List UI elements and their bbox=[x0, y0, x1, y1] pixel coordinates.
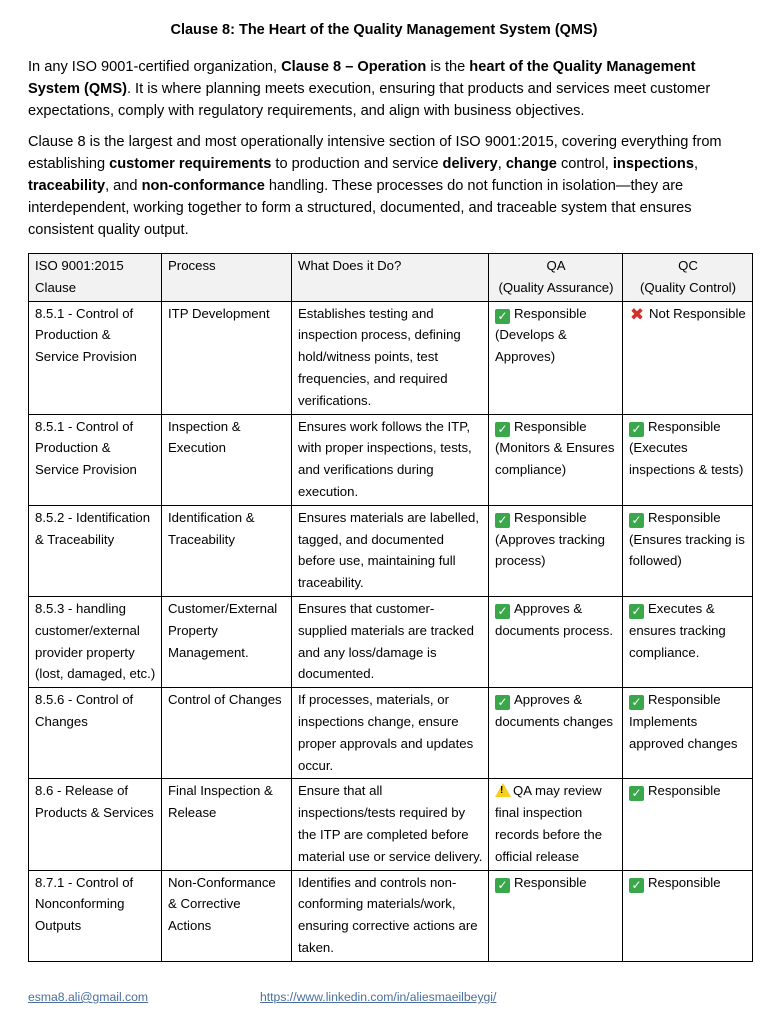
text-run: Clause 8 is the largest and most operationally intensive section of ISO 9001:2015, covering everything from establishing bbox=[28, 134, 722, 172]
cell-what: Ensure that all inspections/tests required by the ITP are completed before material use or service delivery. bbox=[292, 779, 489, 870]
cell-qc bbox=[623, 688, 753, 779]
header-qa-title: QA bbox=[546, 258, 566, 273]
cross-mark-icon: ✖ bbox=[629, 304, 645, 324]
cell-process: Inspection & Execution bbox=[162, 414, 292, 505]
table-row bbox=[29, 301, 753, 414]
cell-process: Non-Conformance & Corrective Actions bbox=[162, 870, 292, 961]
header-qc-subtitle: (Quality Control) bbox=[639, 279, 736, 295]
bold-run: inspections bbox=[612, 156, 694, 172]
intro-paragraph bbox=[28, 56, 744, 122]
table-row bbox=[29, 596, 753, 687]
cell-qa bbox=[489, 414, 623, 505]
cell-qc bbox=[623, 870, 753, 961]
cell-what: Ensures materials are labelled, tagged, and documented before use, maintaining full traceability. bbox=[292, 505, 489, 596]
cell-qa bbox=[489, 596, 623, 687]
check-mark-icon: ✓ bbox=[495, 695, 510, 710]
cell-process: Control of Changes bbox=[162, 688, 292, 779]
cell-qa bbox=[489, 870, 623, 961]
check-mark-icon: ✓ bbox=[629, 786, 644, 801]
cell-what: Ensures that customer-supplied materials are tracked and any loss/damage is documented. bbox=[292, 596, 489, 687]
email-link[interactable]: esma8.ali@gmail.com bbox=[28, 990, 149, 1004]
responsibility-table bbox=[28, 253, 753, 962]
table-row bbox=[29, 779, 753, 870]
text-run: . It is where planning meets execution, ensuring that products and services meet customer expectations, comply with regulatory requirements, and align with business objectives. bbox=[28, 81, 711, 119]
cell-qa-text: Responsible (Approves tracking process) bbox=[495, 509, 605, 569]
cell-clause: 8.6 - Release of Products & Services bbox=[29, 779, 162, 870]
cell-qc-text: Responsible bbox=[648, 874, 721, 890]
table-header-row bbox=[29, 254, 753, 302]
cell-qa-text: Responsible bbox=[514, 874, 587, 890]
cell-qa-text: Approves & documents changes bbox=[495, 692, 614, 729]
table-row bbox=[29, 870, 753, 961]
cell-qa-text: Responsible (Develops & Approves) bbox=[495, 305, 587, 365]
cell-qa-text: Responsible (Monitors & Ensures compliance) bbox=[495, 418, 615, 478]
cell-qc bbox=[623, 505, 753, 596]
table-body bbox=[29, 301, 753, 961]
header-process: Process bbox=[162, 254, 292, 302]
table-row bbox=[29, 688, 753, 779]
page-title: Clause 8: The Heart of the Quality Management System (QMS) bbox=[170, 22, 598, 38]
check-mark-icon: ✓ bbox=[629, 422, 644, 437]
cell-process: ITP Development bbox=[162, 301, 292, 414]
cell-qc bbox=[623, 414, 753, 505]
check-mark-icon: ✓ bbox=[495, 878, 510, 893]
cell-qa-text: Approves & documents process. bbox=[495, 600, 614, 638]
cell-qa-text: QA may review final inspection records before the official release bbox=[495, 783, 603, 864]
warning-icon: ! bbox=[495, 783, 511, 797]
cell-clause: 8.5.1 - Control of Production & Service Provision bbox=[29, 301, 162, 414]
check-mark-icon: ✓ bbox=[629, 878, 644, 893]
check-mark-icon: ✓ bbox=[495, 422, 510, 437]
check-mark-icon: ✓ bbox=[495, 513, 510, 528]
bold-run: delivery bbox=[442, 156, 498, 172]
cell-process: Customer/External Property Management. bbox=[162, 596, 292, 687]
cell-clause: 8.7.1 - Control of Nonconforming Outputs bbox=[29, 870, 162, 961]
text-run: , bbox=[693, 156, 699, 172]
header-qa bbox=[489, 254, 623, 302]
cell-clause: 8.5.1 - Control of Production & Service Provision bbox=[29, 414, 162, 505]
check-mark-icon: ✓ bbox=[629, 695, 644, 710]
cell-qc bbox=[623, 779, 753, 870]
cell-clause: 8.5.6 - Control of Changes bbox=[29, 688, 162, 779]
cell-what: Establishes testing and inspection process, defining hold/witness points, test frequencies, and required verifications. bbox=[292, 301, 489, 414]
cell-qc bbox=[623, 301, 753, 414]
header-what: What Does it Do? bbox=[292, 254, 489, 302]
scope-paragraph bbox=[28, 131, 744, 241]
header-clause: ISO 9001:2015 Clause bbox=[29, 254, 162, 302]
cell-qa bbox=[489, 688, 623, 779]
cell-what: Identifies and controls non-conforming materials/work, ensuring corrective actions are taken. bbox=[292, 870, 489, 961]
cell-what: If processes, materials, or inspections change, ensure proper approvals and updates occur. bbox=[292, 688, 489, 779]
header-qc bbox=[623, 254, 753, 302]
cell-qc-text: Not Responsible bbox=[649, 305, 746, 321]
cell-process: Final Inspection & Release bbox=[162, 779, 292, 870]
bold-run: heart of the Quality Management System (QMS) bbox=[28, 59, 696, 97]
text-run: handling. These processes do not function in isolation—they are interdependent, working together to form a structured, documented, and traceable system that ensures consistent quality output. bbox=[28, 178, 692, 238]
bold-run: Clause 8 – Operation bbox=[281, 59, 427, 75]
check-mark-icon: ✓ bbox=[495, 309, 510, 324]
header-qc-title: QC bbox=[678, 258, 698, 273]
check-mark-icon: ✓ bbox=[495, 604, 510, 619]
cell-qa bbox=[489, 301, 623, 414]
header-qa-subtitle: (Quality Assurance) bbox=[498, 279, 614, 295]
cell-qc bbox=[623, 596, 753, 687]
cell-process: Identification & Traceability bbox=[162, 505, 292, 596]
linkedin-link[interactable]: https://www.linkedin.com/in/aliesmaeilbeygi/ bbox=[260, 990, 497, 1004]
cell-qa bbox=[489, 505, 623, 596]
check-mark-icon: ✓ bbox=[629, 604, 644, 619]
cell-clause: 8.5.3 - handling customer/external provider property (lost, damaged, etc.) bbox=[29, 596, 162, 687]
bold-run: traceability bbox=[28, 178, 106, 194]
cell-qc-text: Responsible (Executes inspections & tests) bbox=[629, 418, 744, 478]
text-run: control, bbox=[556, 156, 613, 172]
check-mark-icon: ✓ bbox=[629, 513, 644, 528]
cell-clause: 8.5.2 - Identification & Traceability bbox=[29, 505, 162, 596]
cell-qc-text: Responsible Implements approved changes bbox=[629, 692, 738, 751]
text-run: In any ISO 9001-certified organization, bbox=[28, 59, 282, 75]
cell-qc-text: Responsible (Ensures tracking is followed) bbox=[629, 509, 745, 569]
text-run: to production and service bbox=[271, 156, 443, 172]
cell-what: Ensures work follows the ITP, with proper inspections, tests, and verifications during execution. bbox=[292, 414, 489, 505]
table-row bbox=[29, 414, 753, 505]
table-row bbox=[29, 505, 753, 596]
bold-run: customer requirements bbox=[109, 156, 272, 172]
text-run: , bbox=[497, 156, 506, 172]
bold-run: non-conformance bbox=[141, 178, 265, 194]
cell-qc-text: Executes & ensures tracking compliance. bbox=[629, 600, 726, 660]
bold-run: change bbox=[505, 156, 557, 172]
text-run: , and bbox=[105, 178, 142, 194]
text-run: is the bbox=[426, 59, 470, 75]
cell-qc-text: Responsible bbox=[648, 783, 721, 799]
cell-qa bbox=[489, 779, 623, 870]
